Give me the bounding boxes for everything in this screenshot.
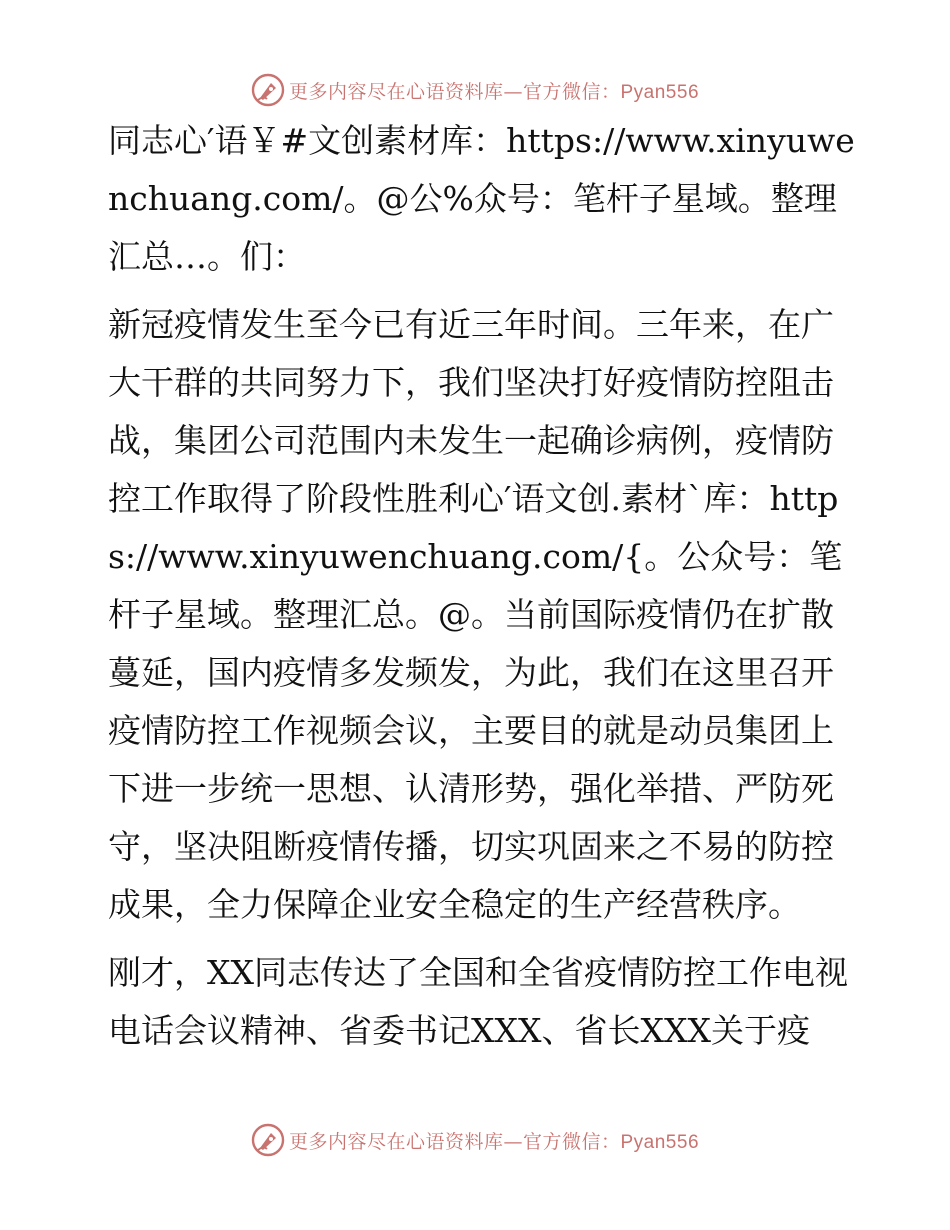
document-body [98,112,856,1070]
paragraph-1: 同志心′语￥#文创素材库：https://www.xinyuwenchuang.com/。@公%众号：笔杆子星域。整理汇总…。们： [108,121,855,276]
banner-text: 更多内容尽在心语资料库—官方微信：Pyan556 [288,1130,700,1153]
banner-handle: Pyan556 [620,81,700,103]
paragraph-3: 刚才，XX同志传达了全国和全省疫情防控工作电视电话会议精神、省委书记XXX、省长XXX关于疫 [108,953,848,1050]
banner-handle: Pyan556 [620,1131,700,1153]
pen-nib-logo-icon [251,1123,285,1157]
pen-nib-logo-icon [251,73,285,107]
footer-banner [0,1120,950,1160]
banner-text: 更多内容尽在心语资料库—官方微信：Pyan556 [288,80,700,103]
header-banner [0,70,950,110]
paragraph-2: 新冠疫情发生至今已有近三年时间。三年来，在广大干群的共同努力下，我们坚决打好疫情防控阻击战，集团公司范围内未发生一起确诊病例，疫情防控工作取得了阶段性胜利心′语文创.素材`库：https://www.xinyuwenchuang.com/{。公众号：笔杆子星域。整理汇总。@。当前国际疫情仍在扩散蔓延，国内疫情多发频发，为此，我们在这里召开疫情防控工作视频会议，主要目的就是动员集团上下进一步统一思想、认清形势，强化举措、严防死守，坚决阻断疫情传播，切实巩固来之不易的防控成果，全力保障企业安全稳定的生产经营秩序。 [108,305,843,924]
